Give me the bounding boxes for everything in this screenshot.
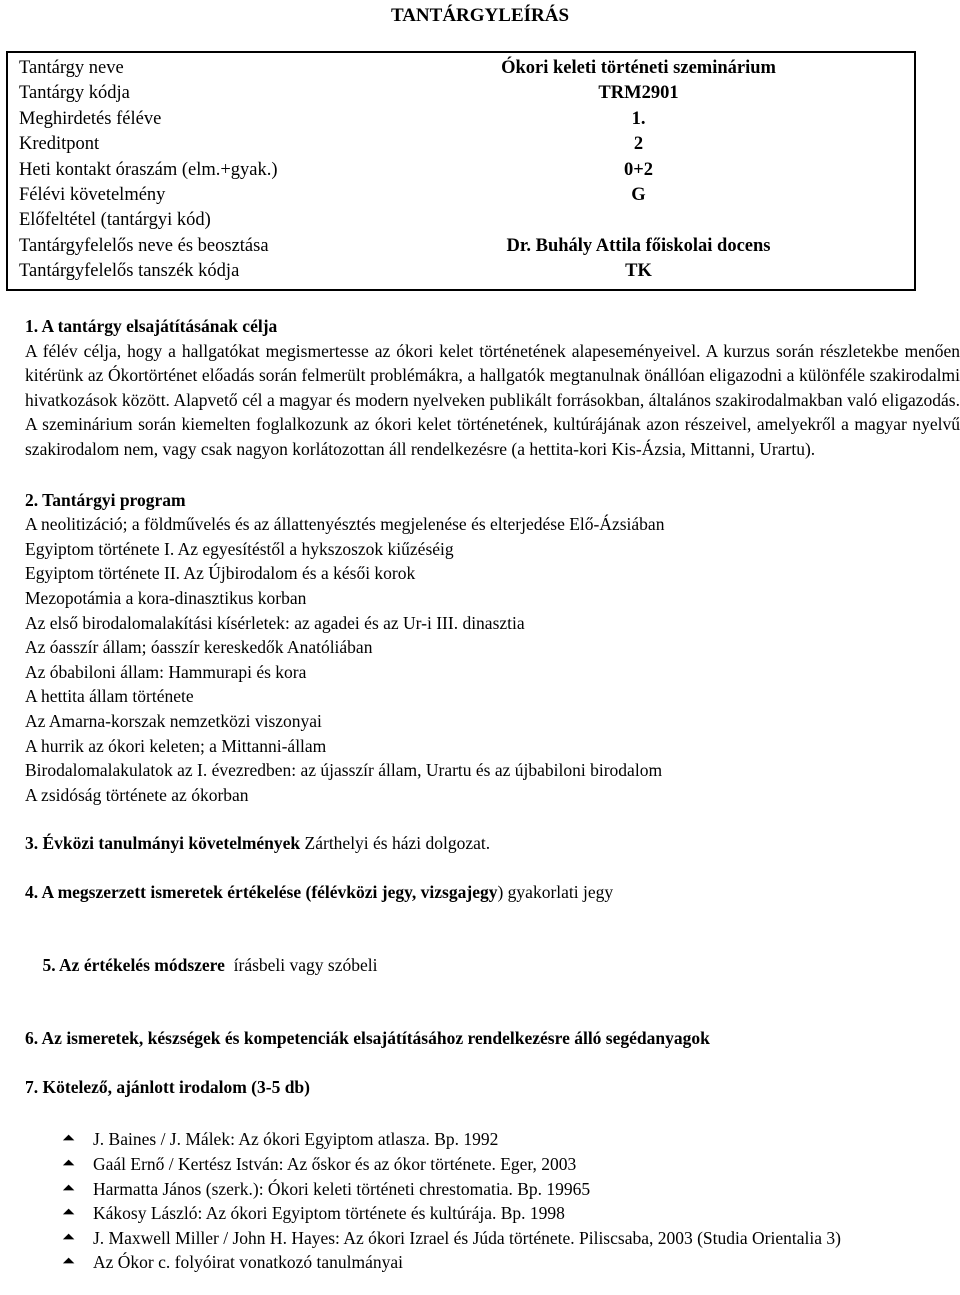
section-4 xyxy=(25,880,960,905)
literature-item xyxy=(25,1250,960,1275)
literature-item xyxy=(25,1226,960,1251)
program-list xyxy=(25,512,960,807)
triangle-bullet-icon: ⏶ xyxy=(62,1179,75,1197)
section-5-text: írásbeli vagy szóbeli xyxy=(224,955,378,976)
literature-text: Harmatta János (szerk.): Ókori keleti történeti chrestomatia. Bp. 19965 xyxy=(93,1178,591,1199)
program-item: Az óbabiloni állam: Hammurapi és kora xyxy=(25,661,307,682)
info-value xyxy=(363,208,914,233)
literature-list xyxy=(25,1127,960,1275)
literature-text: Kákosy László: Az ókori Egyiptom története és kultúrája. Bp. 1998 xyxy=(93,1203,565,1224)
info-value: Ókori keleti történeti szeminárium xyxy=(501,58,776,78)
program-item: A zsidóság története az ókorban xyxy=(25,784,249,805)
description-content xyxy=(25,314,960,1275)
literature-text: J. Baines / J. Málek: Az ókori Egyiptom atlasza. Bp. 1992 xyxy=(93,1129,499,1150)
info-label: Meghirdetés féléve xyxy=(19,108,162,129)
literature-text: J. Maxwell Miller / John H. Hayes: Az ókori Izrael és Júda története. Piliscsaba, 2003 (Studia Orientalia 3) xyxy=(93,1227,841,1248)
info-row-requirement xyxy=(8,183,914,208)
triangle-bullet-icon: ⏶ xyxy=(62,1155,75,1173)
section-3-text: Zárthelyi és házi dolgozat. xyxy=(300,833,491,854)
program-item: Mezopotámia a kora-dinasztikus korban xyxy=(25,587,307,608)
section-4-text: ) gyakorlati jegy xyxy=(497,881,614,902)
info-value: 2 xyxy=(633,134,644,155)
section-3 xyxy=(25,831,960,856)
info-row-credits xyxy=(8,132,914,157)
triangle-bullet-icon: ⏶ xyxy=(62,1228,75,1246)
program-item: A hurrik az ókori keleten; a Mittanni-állam xyxy=(25,735,327,756)
program-item: Birodalomalakulatok az I. évezredben: az újasszír állam, Urartu és az újbabiloni birodalom xyxy=(25,760,663,781)
program-item: Az Amarna-korszak nemzetközi viszonyai xyxy=(25,710,322,731)
info-value: 0+2 xyxy=(623,159,654,180)
section-1-heading: 1. A tantárgy elsajátításának célja xyxy=(25,316,278,336)
program-item: Egyiptom története I. Az egyesítéstől a hykszoszok kiűzéséig xyxy=(25,538,454,559)
section-7-heading: 7. Kötelező, ajánlott irodalom (3-5 db) xyxy=(25,1076,310,1097)
literature-item xyxy=(25,1127,960,1152)
info-value: TRM2901 xyxy=(598,83,679,104)
program-item: Az óasszír állam; óasszír kereskedők Anatóliában xyxy=(25,637,373,658)
section-6-heading: 6. Az ismeretek, készségek és kompetenciák elsajátításához rendelkezésre álló segédanyagok xyxy=(25,1028,710,1049)
info-label: Előfeltétel (tantárgyi kód) xyxy=(19,210,211,231)
triangle-bullet-icon: ⏶ xyxy=(62,1204,75,1222)
info-label: Tantárgyfelelős neve és beosztása xyxy=(19,235,269,256)
literature-item xyxy=(25,1152,960,1177)
info-label: Tantárgy kódja xyxy=(19,83,130,104)
section-4-heading: 4. A megszerzett ismeretek értékelése (félévközi jegy, vizsgajegy xyxy=(25,881,498,902)
info-value: G xyxy=(631,184,646,205)
info-label: Tantárgyfelelős tanszék kódja xyxy=(19,261,240,282)
info-row-prerequisite xyxy=(8,208,914,233)
section-3-heading: 3. Évközi tanulmányi követelmények xyxy=(25,833,301,854)
section-5 xyxy=(25,928,960,1002)
info-value: TK xyxy=(625,261,652,282)
info-value: Dr. Buhály Attila főiskolai docens xyxy=(506,235,771,256)
triangle-bullet-icon: ⏶ xyxy=(62,1253,75,1271)
section-5-heading: 5. Az értékelés módszere xyxy=(42,955,225,976)
literature-text: Gaál Ernő / Kertész István: Az őskor és az ókor története. Eger, 2003 xyxy=(93,1154,577,1175)
triangle-bullet-icon: ⏶ xyxy=(62,1130,75,1148)
section-2-heading: 2. Tantárgyi program xyxy=(25,489,186,510)
info-label: Heti kontakt óraszám (elm.+gyak.) xyxy=(19,159,278,180)
subject-info-table xyxy=(6,51,916,291)
info-label: Tantárgy neve xyxy=(19,58,124,78)
info-row-department-code xyxy=(8,259,914,284)
page-title: TANTÁRGYLEÍRÁS xyxy=(390,5,570,26)
info-row-responsible-person xyxy=(8,234,914,259)
info-row-semester xyxy=(8,107,914,132)
info-row-weekly-hours xyxy=(8,158,914,183)
literature-text: Az Ókor c. folyóirat vonatkozó tanulmányai xyxy=(93,1252,404,1273)
info-label: Félévi követelmény xyxy=(19,184,166,205)
program-item: A hettita állam története xyxy=(25,686,194,707)
info-row-subject-name xyxy=(8,56,914,81)
info-label: Kreditpont xyxy=(19,134,100,155)
literature-item xyxy=(25,1201,960,1226)
program-item: Egyiptom története II. Az Újbirodalom és a késői korok xyxy=(25,563,416,584)
program-item: Az első birodalomalakítási kísérletek: az agadei és az Ur-i III. dinasztia xyxy=(25,612,525,633)
literature-item xyxy=(25,1177,960,1202)
info-row-subject-code xyxy=(8,81,914,106)
info-value: 1. xyxy=(631,108,646,129)
program-item: A neolitizáció; a földművelés és az állattenyésztés megjelenése és elterjedése Elő-Ázsiában xyxy=(25,514,665,535)
section-1-text: A félév célja, hogy a hallgatókat megismertesse az ókori kelet történetének alapeseményeivel. A kurzus során részletekbe menően kitérünk az Ókortörténet előadás során felmerült problémákra, a hallgatók megtanulnak önállóan eligazodni a különféle szakirodalmi hivatkozások között. Alapvető cél a magyar és modern nyelveken publikált forrásokban, általános szakirodalmakban való eligazodás. A szeminárium során kiemelten foglalkozunk az ókori kelet történetének, kultúrájának azon részeivel, amelyekről a magyar nyelvű szakirodalom nem, vagy csak nagyon korlátozottan áll rendelkezésre (a hettita-kori Kis-Ázsia, Mittanni, Urartu). xyxy=(25,340,960,459)
